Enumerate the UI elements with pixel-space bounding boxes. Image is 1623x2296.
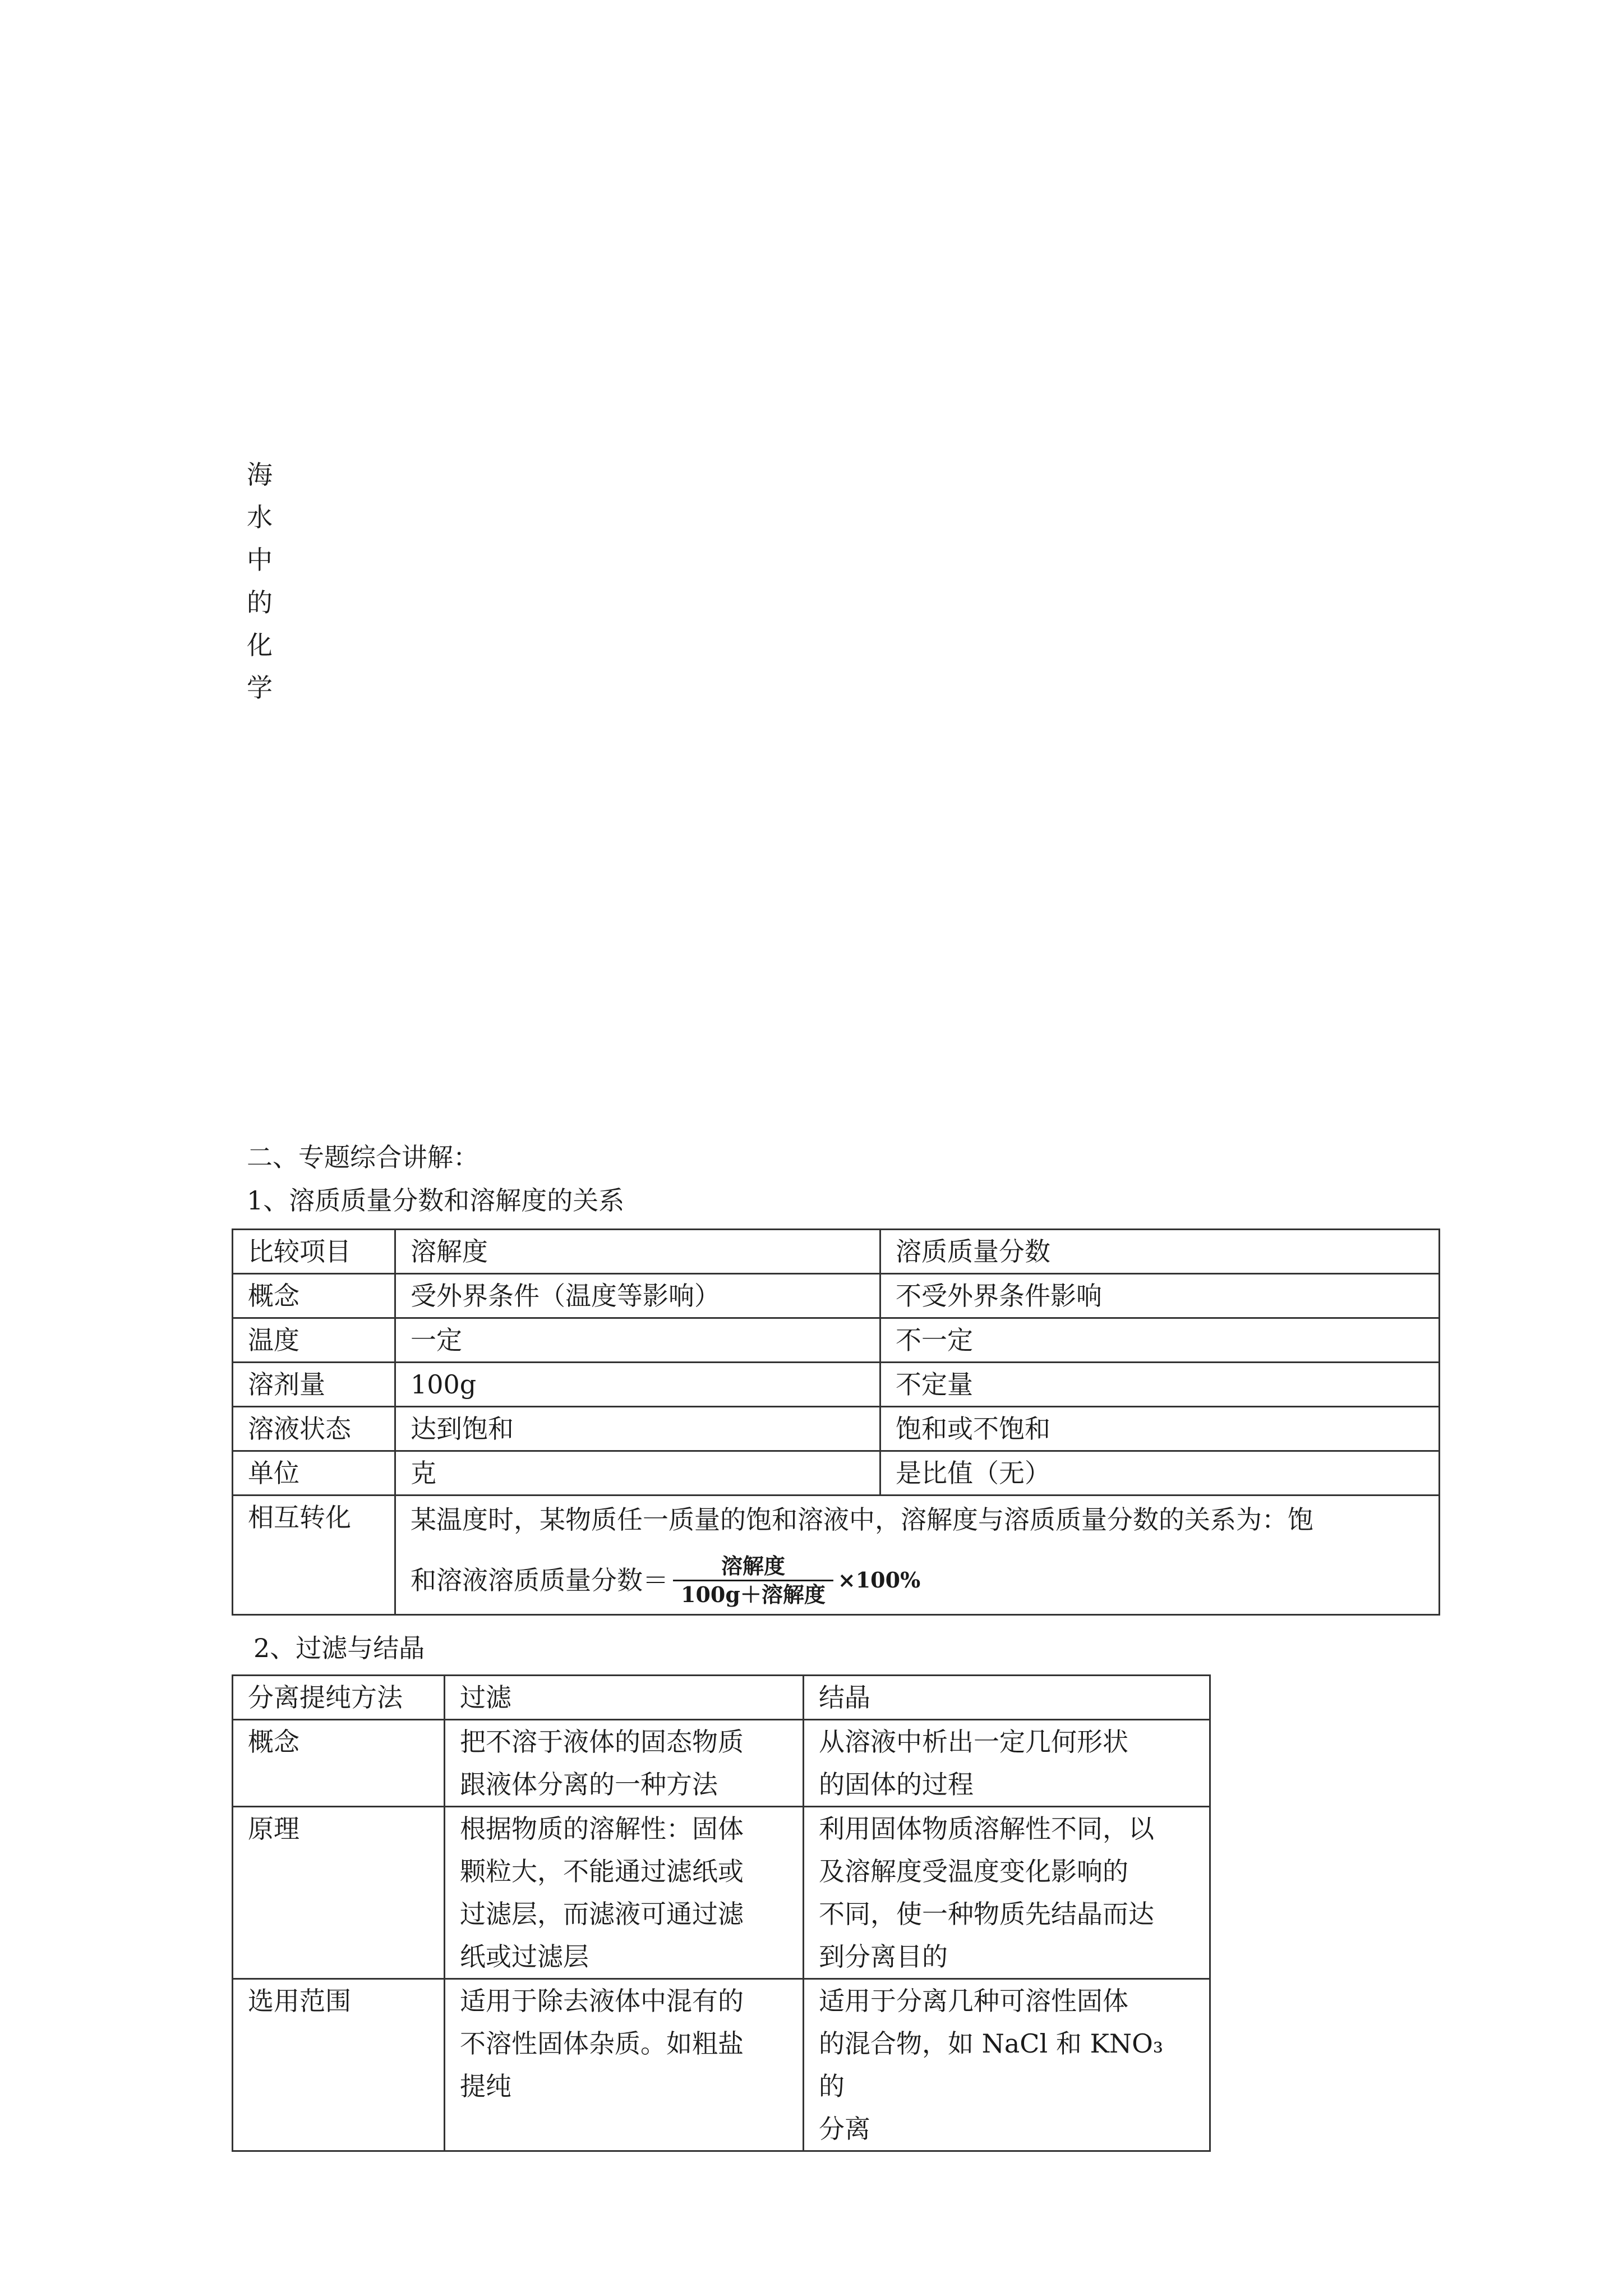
table-row bbox=[233, 1979, 1210, 2151]
fraction-denominator: 100g＋溶解度 bbox=[681, 1581, 826, 1607]
subsection-heading-2: 2、过滤与结晶 bbox=[253, 1633, 425, 1663]
filtration-crystallization-table bbox=[232, 1674, 1211, 2152]
table-row bbox=[233, 1274, 1440, 1318]
row-label: 选用范围 bbox=[233, 1979, 445, 2151]
header-cell: 溶质质量分数 bbox=[880, 1230, 1440, 1274]
table-row bbox=[233, 1720, 1210, 1807]
table-row bbox=[233, 1451, 1440, 1496]
section-heading: 二、专题综合讲解： bbox=[247, 1142, 479, 1172]
conversion-text: 某温度时，某物质任一质量的饱和溶液中，溶解度与溶质质量分数的关系为：饱 bbox=[411, 1504, 1313, 1535]
row-label: 原理 bbox=[233, 1807, 445, 1979]
table-header-row bbox=[233, 1676, 1210, 1720]
title-char: 化 bbox=[247, 630, 273, 660]
formula-suffix: ×100% bbox=[837, 1567, 921, 1593]
table-cell: 克 bbox=[395, 1451, 880, 1496]
table-cell: 适用于分离几种可溶性固体 的混合物，如 NaCl 和 KNO₃ 的 分离 bbox=[804, 1979, 1210, 2151]
title-char: 的 bbox=[247, 587, 273, 618]
header-cell: 比较项目 bbox=[233, 1230, 395, 1274]
table-cell: 达到饱和 bbox=[395, 1407, 880, 1451]
table-cell: 饱和或不饱和 bbox=[880, 1407, 1440, 1451]
table-cell: 把不溶于液体的固态物质 跟液体分离的一种方法 bbox=[445, 1720, 804, 1807]
conversion-row bbox=[233, 1496, 1440, 1615]
table-row bbox=[233, 1807, 1210, 1979]
table-cell: 不定量 bbox=[880, 1363, 1440, 1407]
fraction-numerator: 溶解度 bbox=[721, 1553, 785, 1579]
table-cell: 不一定 bbox=[880, 1318, 1440, 1363]
table-row bbox=[233, 1407, 1440, 1451]
table-cell: 是比值（无） bbox=[880, 1451, 1440, 1496]
title-char: 中 bbox=[247, 545, 273, 575]
conversion-cell bbox=[395, 1496, 1440, 1615]
header-cell: 结晶 bbox=[804, 1676, 1210, 1720]
table-cell: 从溶液中析出一定几何形状 的固体的过程 bbox=[804, 1720, 1210, 1807]
formula-prefix: 和溶液溶质质量分数＝ bbox=[411, 1565, 668, 1595]
row-label: 温度 bbox=[233, 1318, 395, 1363]
table-row bbox=[233, 1363, 1440, 1407]
header-cell: 分离提纯方法 bbox=[233, 1676, 445, 1720]
mass-fraction-formula bbox=[411, 1547, 1424, 1614]
header-cell: 溶解度 bbox=[395, 1230, 880, 1274]
row-label: 概念 bbox=[233, 1720, 445, 1807]
subsection-heading-1: 1、溶质质量分数和溶解度的关系 bbox=[247, 1185, 625, 1216]
table-cell: 不受外界条件影响 bbox=[880, 1274, 1440, 1318]
table-cell: 受外界条件（温度等影响） bbox=[395, 1274, 880, 1318]
table-cell: 利用固体物质溶解性不同，以 及溶解度受温度变化影响的 不同，使一种物质先结晶而达 到分离目的 bbox=[804, 1807, 1210, 1979]
row-label: 概念 bbox=[233, 1274, 395, 1318]
row-label: 单位 bbox=[233, 1451, 395, 1496]
table-cell: 适用于除去液体中混有的 不溶性固体杂质。如粗盐 提纯 bbox=[445, 1979, 804, 2151]
table-row bbox=[233, 1318, 1440, 1363]
row-label: 溶液状态 bbox=[233, 1407, 395, 1451]
row-label: 相互转化 bbox=[233, 1496, 395, 1615]
row-label: 溶剂量 bbox=[233, 1363, 395, 1407]
formula-fraction bbox=[673, 1553, 833, 1608]
table-cell: 一定 bbox=[395, 1318, 880, 1363]
solubility-comparison-table bbox=[232, 1228, 1440, 1616]
table-cell: 100g bbox=[395, 1363, 880, 1407]
header-cell: 过滤 bbox=[445, 1676, 804, 1720]
title-char: 水 bbox=[247, 502, 273, 532]
vertical-title bbox=[247, 453, 273, 709]
table-header-row bbox=[233, 1230, 1440, 1274]
table-cell: 根据物质的溶解性：固体 颗粒大，不能通过滤纸或 过滤层，而滤液可通过滤 纸或过滤层 bbox=[445, 1807, 804, 1979]
title-char: 海 bbox=[247, 459, 273, 490]
title-char: 学 bbox=[247, 673, 273, 703]
